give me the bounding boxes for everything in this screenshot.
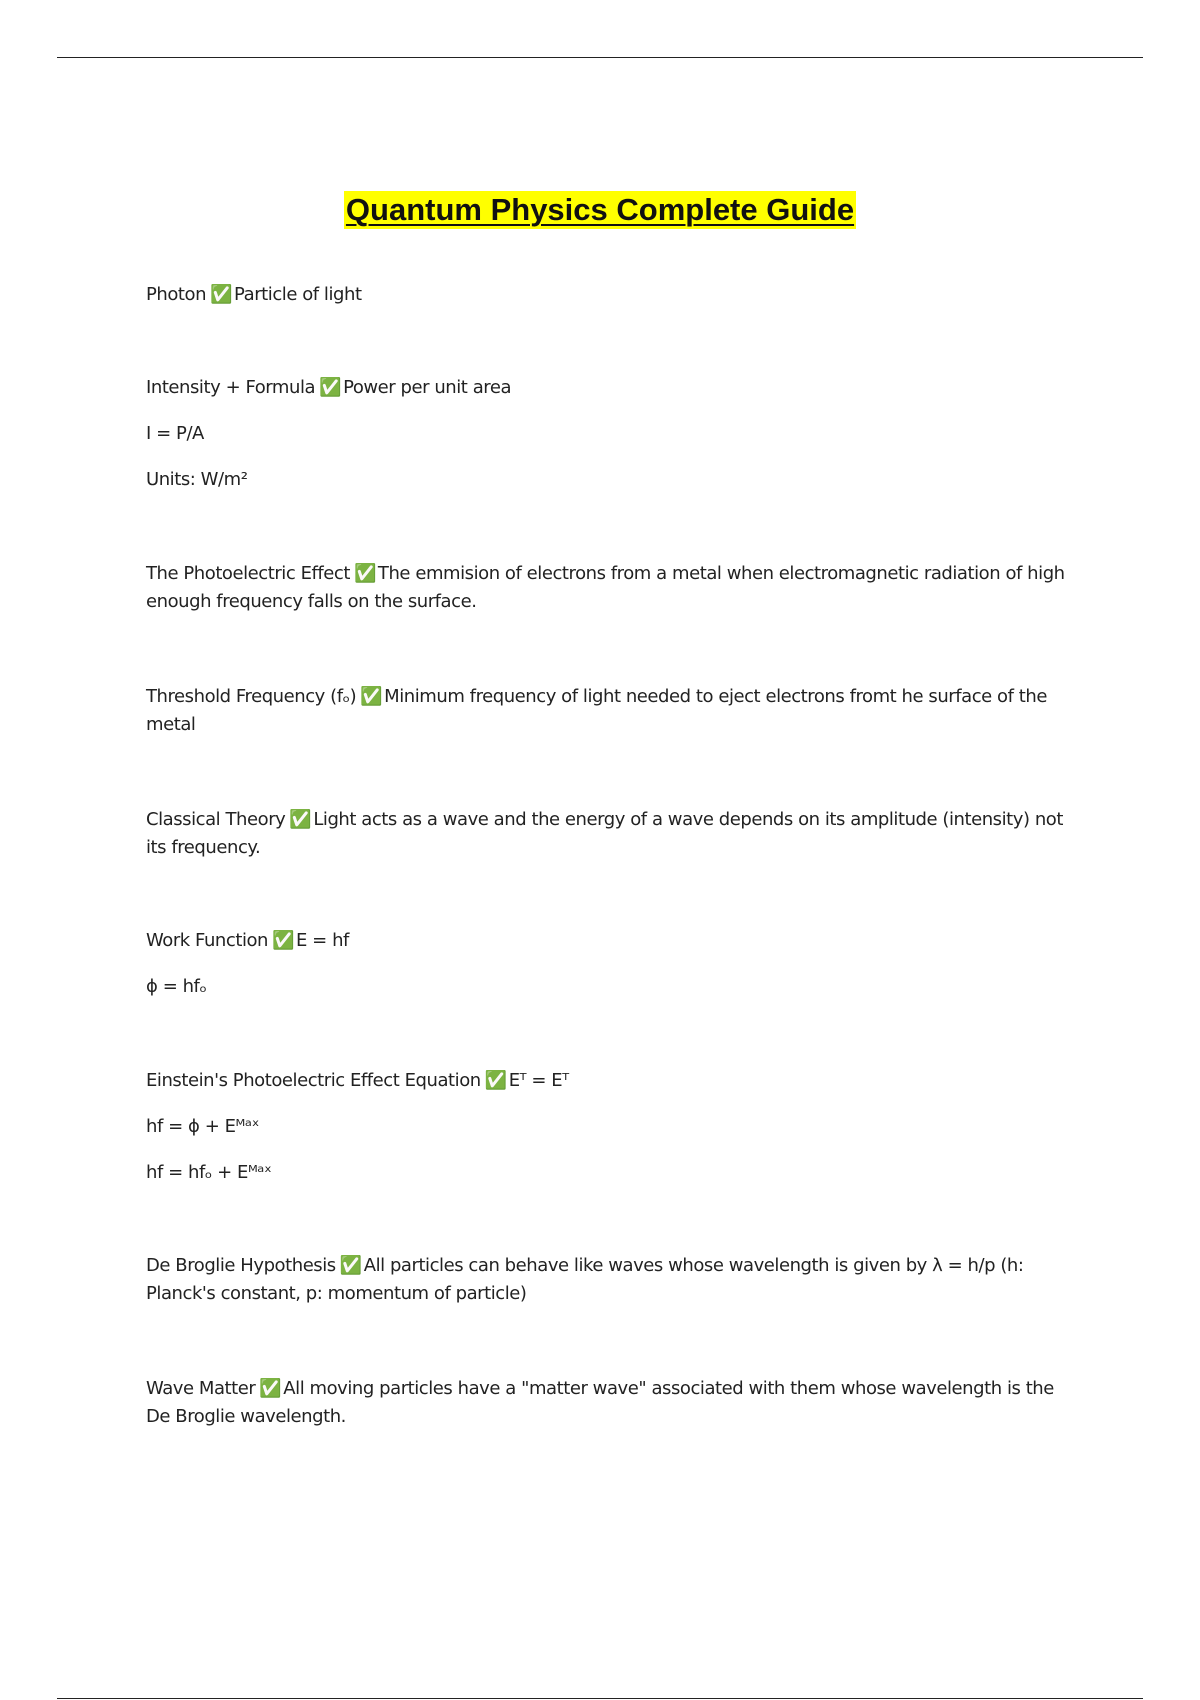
entry-work-function	[146, 927, 1072, 1019]
title-container	[0, 191, 1200, 229]
entry-line	[146, 1375, 1072, 1431]
entry-definition: All moving particles have a "matter wave" associated with them whose wavelength is the De Broglie wavelength.	[146, 1378, 1054, 1427]
entry-line	[146, 560, 1072, 616]
entry-term: Work Function	[146, 930, 269, 951]
top-rule	[57, 57, 1143, 58]
check-mark-icon: ✅	[210, 284, 233, 305]
entry-line	[146, 1252, 1072, 1308]
entry-term: Intensity + Formula	[146, 377, 316, 398]
entry-extra-line: ϕ = hfₒ	[146, 976, 207, 997]
entry-term: Photon	[146, 284, 207, 305]
entry-einstein-equation	[146, 1067, 1072, 1205]
entry-line	[146, 1067, 1072, 1095]
entry-definition: Power per unit area	[343, 377, 512, 398]
entry-definition: Minimum frequency of light needed to eject electrons fromt he surface of the metal	[146, 686, 1047, 735]
check-mark-icon: ✅	[484, 1070, 507, 1091]
entry-extra-line: I = P/A	[146, 423, 204, 444]
check-mark-icon: ✅	[353, 563, 376, 584]
entry-wave-matter	[146, 1375, 1072, 1449]
page-title: Quantum Physics Complete Guide	[345, 192, 855, 227]
entry-term: The Photoelectric Effect	[146, 563, 350, 584]
entry-line	[146, 374, 1072, 402]
entry-line	[146, 683, 1072, 739]
entry-term: De Broglie Hypothesis	[146, 1255, 336, 1276]
check-mark-icon: ✅	[289, 809, 312, 830]
entry-classical-theory	[146, 806, 1072, 880]
check-mark-icon: ✅	[339, 1255, 362, 1276]
entry-term: Classical Theory	[146, 809, 286, 830]
check-mark-icon: ✅	[319, 377, 342, 398]
check-mark-icon: ✅	[360, 686, 383, 707]
entry-line	[146, 281, 1072, 309]
entry-photoelectric-effect	[146, 560, 1072, 634]
entry-definition: Light acts as a wave and the energy of a wave depends on its amplitude (intensity) not its frequency.	[146, 809, 1063, 858]
entry-photon	[146, 281, 1072, 327]
entry-de-broglie-hypothesis	[146, 1252, 1072, 1326]
entry-threshold-frequency	[146, 683, 1072, 757]
bottom-rule	[57, 1698, 1143, 1699]
entry-extra-line: hf = hfₒ + Eᴹᵃˣ	[146, 1162, 272, 1183]
entry-intensity	[146, 374, 1072, 512]
entry-definition: Eᵀ = Eᵀ	[508, 1070, 569, 1091]
entry-extra-line: hf = ϕ + Eᴹᵃˣ	[146, 1116, 260, 1137]
entry-definition: All particles can behave like waves whose wavelength is given by λ = h/p (h: Planck's constant, p: momentum of particle)	[146, 1255, 1024, 1304]
entry-term: Wave Matter	[146, 1378, 256, 1399]
check-mark-icon: ✅	[272, 930, 294, 951]
entry-definition: Particle of light	[234, 284, 362, 305]
check-mark-icon: ✅	[259, 1378, 282, 1399]
entry-line	[146, 927, 1072, 955]
entry-definition: E = hf	[295, 930, 349, 951]
entry-definition: The emmision of electrons from a metal when electromagnetic radiation of high enough frequency falls on the surface.	[146, 563, 1065, 612]
entry-term: Einstein's Photoelectric Effect Equation	[146, 1070, 481, 1091]
entry-extra-line: Units: W/m²	[146, 469, 248, 490]
entry-line	[146, 806, 1072, 862]
entry-term: Threshold Frequency (fₒ)	[146, 686, 357, 707]
